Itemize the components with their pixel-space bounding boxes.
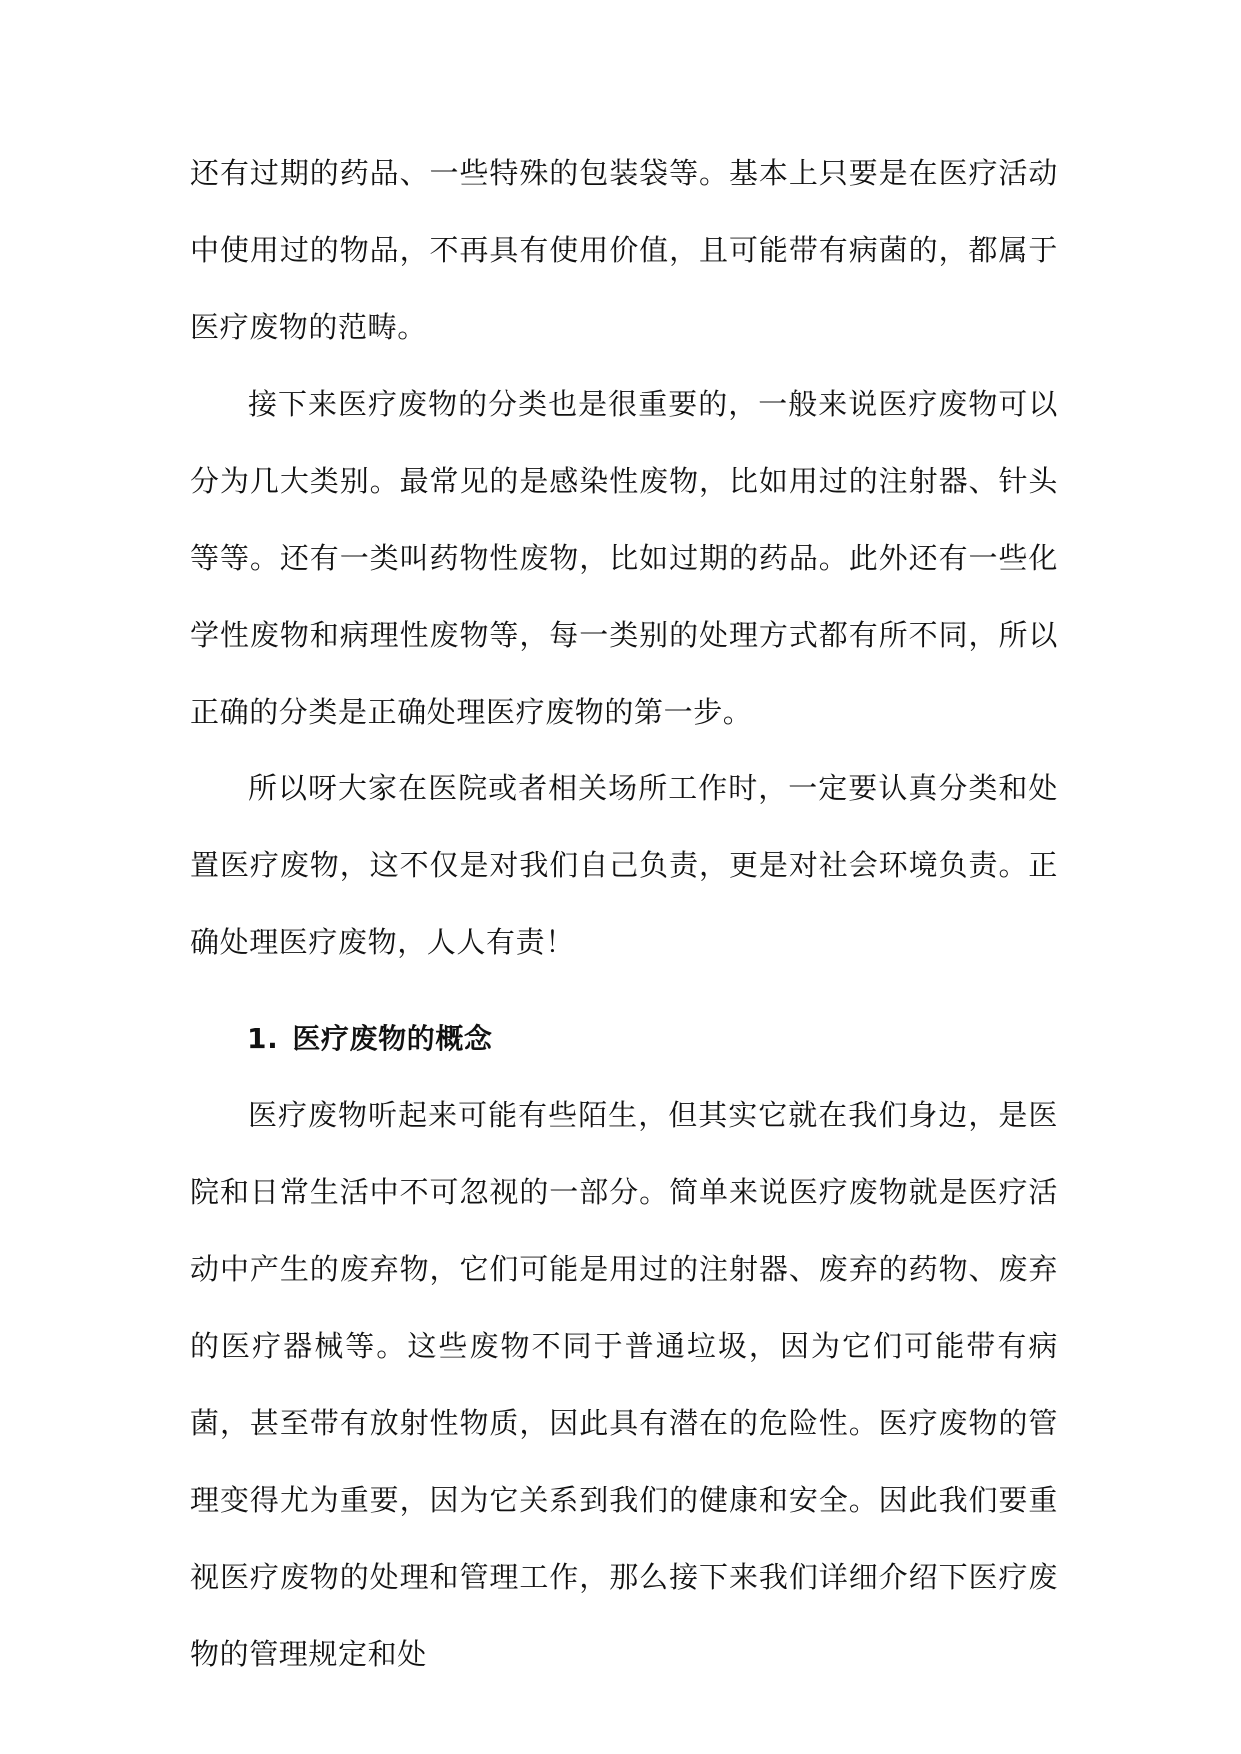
paragraph-concept: 医疗废物听起来可能有些陌生，但其实它就在我们身边，是医院和日常生活中不可忽视的一部分。简单来说医疗废物就是医疗活动中产生的废弃物，它们可能是用过的注射器、废弃的药物、废弃的医疗器械等。这些废物不同于普通垃圾，因为它们可能带有病菌，甚至带有放射性物质，因此具有潜在的危险性。医疗废物的管理变得尤为重要，因为它关系到我们的健康和安全。因此我们要重视医疗废物的处理和管理工作，那么接下来我们详细介绍下医疗废物的管理规定和处 [190, 1098, 1058, 1671]
section-number: 1. [247, 1022, 279, 1055]
section-title: 医疗废物的概念 [292, 1022, 493, 1055]
paragraph-conclusion: 所以呀大家在医院或者相关场所工作时，一定要认真分类和处置医疗废物，这不仅是对我们自己负责，更是对社会环境负责。正确处理医疗废物，人人有责！ [190, 771, 1058, 959]
section-heading [247, 1000, 493, 1077]
paragraph-continuation: 还有过期的药品、一些特殊的包装袋等。基本上只要是在医疗活动中使用过的物品，不再具有使用价值，且可能带有病菌的，都属于医疗废物的范畴。 [190, 156, 1058, 344]
paragraph-classification: 接下来医疗废物的分类也是很重要的，一般来说医疗废物可以分为几大类别。最常见的是感染性废物，比如用过的注射器、针头等等。还有一类叫药物性废物，比如过期的药品。此外还有一些化学性废物和病理性废物等，每一类别的处理方式都有所不同，所以正确的分类是正确处理医疗废物的第一步。 [190, 387, 1058, 729]
